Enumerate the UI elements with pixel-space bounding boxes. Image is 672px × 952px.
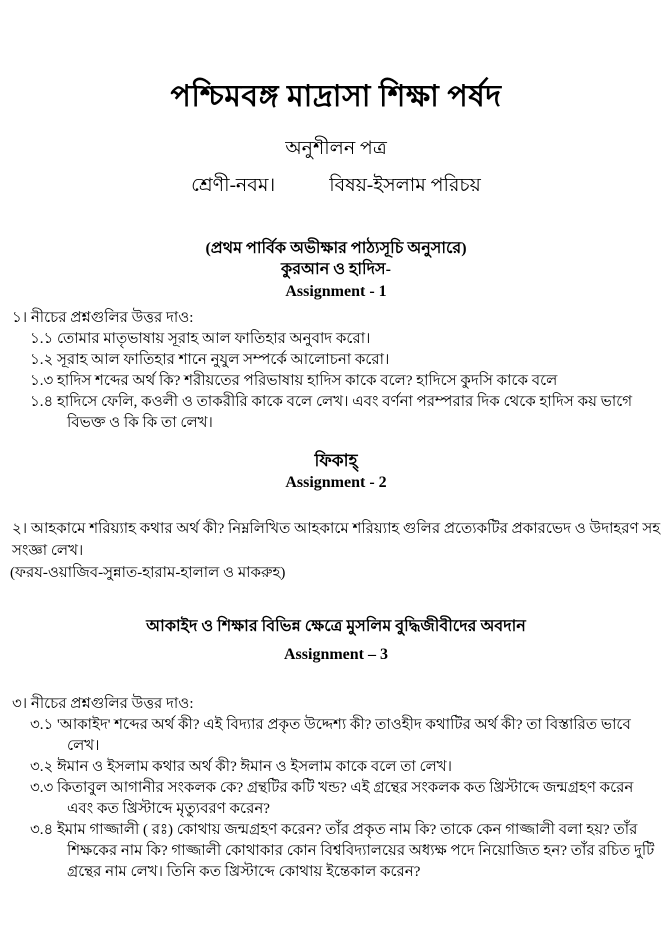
- question-2-note: (ফরয-ওয়াজিব-সুন্নাত-হারাম-হালাল ও মাকরুহ): [10, 565, 286, 582]
- sub-question-1-4: ১.৪ হাদিসে ফেলি, কওলী ও তাকরীরি কাকে বলে লেখ। এবং বর্ণনা পরম্পরার দিক থেকে হাদিস কয় ভাগে বিভক্ত ও কি কি তা লেখ।: [30, 394, 633, 432]
- assignment-3-heading: Assignment – 3: [283, 646, 388, 664]
- assignment-2-heading: Assignment - 2: [285, 474, 387, 492]
- subject-label: বিষয়-ইসলাম পরিচয়: [329, 175, 481, 197]
- assignment-1-heading: Assignment - 1: [285, 283, 387, 301]
- board-title: পশ্চিমবঙ্গ মাদ্রাসা শিক্ষা পর্ষদ: [170, 80, 502, 113]
- sub-question-3-3: ৩.৩ কিতাবুল আগানীর সংকলক কে? গ্রন্থটির কটি খন্ড? এই গ্রন্থের সংকলক কত খ্রিস্টাব্দে জন্মগ্রহণ করেন এবং কত খ্রিস্টাব্দে মৃত্যুবরণ করেন?: [30, 780, 634, 818]
- section-topic-aqaid: আকাইদ ও শিক্ষার বিভিন্ন ক্ষেত্রে মুসলিম বুদ্ধিজীবীদের অবদান: [146, 618, 526, 636]
- question-2-text: ২। আহকামে শরিয়্যাহ কথার অর্থ কী? নিম্নলিখিত আহকামে শরিয়্যাহ গুলির প্রত্যেকটির প্রকারভেদ ও উদাহরণ সহ সংজ্ঞা লেখ।: [12, 521, 661, 560]
- paper-type-subtitle: অনুশীলন পত্র: [285, 137, 387, 159]
- section-topic-quran-hadis: কুরআন ও হাদিস-: [281, 261, 391, 279]
- class-subject-line: [10, 175, 662, 198]
- sub-question-1-3: ১.৩ হাদিস শব্দের অর্থ কি? শরীয়তের পরিভাষায় হাদিস কাকে বলে? হাদিসে কুদসি কাকে বলে: [30, 373, 558, 390]
- sub-question-1-1: ১.১ তোমার মাতৃভাষায় সূরাহ আল ফাতিহার অনুবাদ করো।: [30, 331, 371, 348]
- question-1-block: [10, 308, 662, 434]
- section-fiqh: [10, 450, 662, 584]
- sub-question-3-1: ৩.১ 'আকাইদ' শব্দের অর্থ কী? এই বিদ্যার প্রকৃত উদ্দেশ্য কী? তাওহীদ কথাটির অর্থ কী? তা বিস্তারিত ভাবে লেখ।: [30, 717, 631, 755]
- section-quran-hadis: [10, 238, 662, 434]
- section-aqaid: [10, 616, 662, 883]
- sub-question-3-2: ৩.২ ঈমান ও ইসলাম কথার অর্থ কী? ঈমান ও ইসলাম কাকে বলে তা লেখ।: [30, 759, 453, 776]
- section-topic-fiqh: ফিকাহ্: [314, 451, 358, 471]
- sub-question-1-2: ১.২ সূরাহ আল ফাতিহার শানে নুযুল সম্পর্কে আলোচনা করো।: [30, 352, 390, 369]
- class-label: শ্রেণী-নবম।: [191, 175, 276, 197]
- question-3-intro: ৩। নীচের প্রশ্নগুলির উত্তর দাও:: [12, 696, 194, 713]
- question-3-block: [10, 694, 662, 883]
- syllabus-note: (প্রথম পার্বিক অভীক্ষার পাঠ্যসূচি অনুসারে): [205, 240, 467, 258]
- question-1-intro: ১। নীচের প্রশ্নগুলির উত্তর দাও:: [12, 310, 194, 327]
- sub-question-3-4: ৩.৪ ইমাম গাজ্জালী ( রঃ) কোথায় জন্মগ্রহণ করেন? তাঁর প্রকৃত নাম কি? তাকে কেন গাজ্জালী বলা হয়? তাঁর শিক্ষকের নাম কি? গাজ্জালী কোথাকার কোন বিশ্ববিদ্যালয়ের অধ্যক্ষ পদে নিয়োজিত হন? তাঁর রচিত দুটি গ্রন্থের নাম লেখ। তিনি কত খ্রিস্টাব্দে কোথায় ইন্তেকাল করেন?: [30, 822, 655, 881]
